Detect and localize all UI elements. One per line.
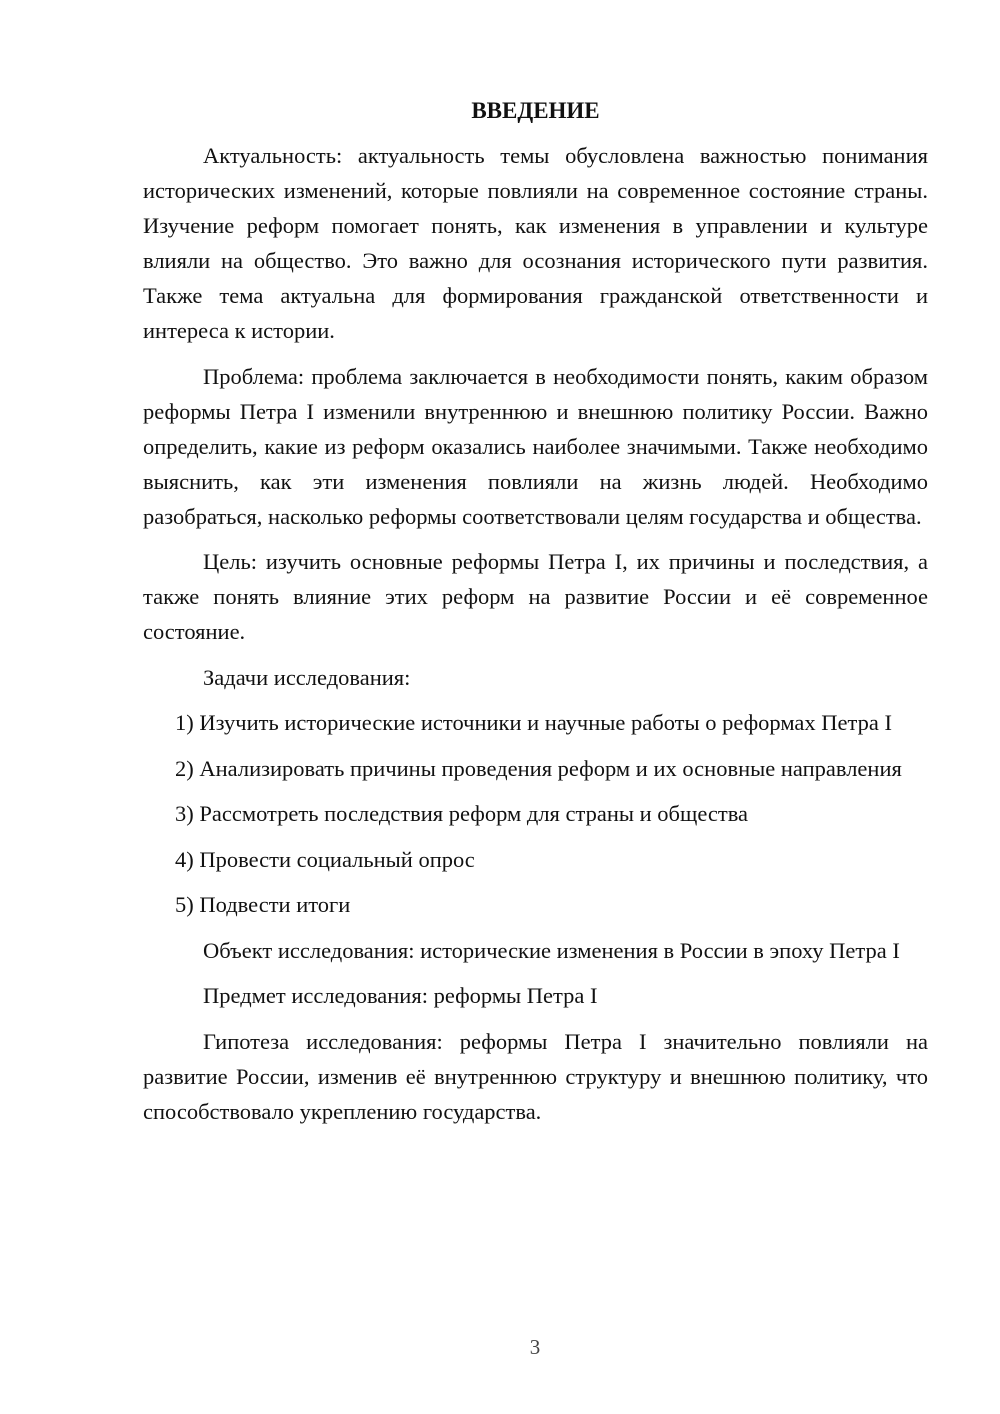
hypothesis-paragraph: Гипотеза исследования: реформы Петра I значительно повлияли на развитие России, изменив её внутреннюю структуру и внешнюю политику, что способствовало укреплению государства. [143, 1028, 928, 1124]
subject-paragraph: Предмет исследования: реформы Петра I [203, 983, 598, 1008]
task-item-1: 1) Изучить исторические источники и научные работы о реформах Петра I [175, 710, 892, 735]
section-title: ВВЕДЕНИЕ [471, 98, 600, 123]
page-number: 3 [529, 1335, 541, 1359]
task-item-4: 4) Провести социальный опрос [175, 846, 475, 872]
task-item-5: 5) Подвести итоги [175, 892, 351, 917]
goal-paragraph: Цель: изучить основные реформы Петра I, их причины и последствия, а также понять влияние этих реформ на развитие России и её современное состояние. [143, 549, 928, 644]
task-item-3: 3) Рассмотреть последствия реформ для страны и общества [175, 801, 749, 826]
tasks-heading: Задачи исследования: [203, 664, 411, 690]
task-item-2: 2) Анализировать причины проведения реформ и их основные направления [175, 755, 902, 781]
page-content [143, 96, 928, 1139]
problem-paragraph: Проблема: проблема заключается в необходимости понять, каким образом реформы Петра I изменили внутреннюю и внешнюю политику России. Важно определить, какие из реформ оказались наиболее значимыми. Также необходимо выяснить, как эти изменения повлияли на жизнь людей. Необходимо разобраться, насколько реформы соответствовали целям государства и общества. [143, 363, 928, 529]
object-paragraph: Объект исследования: исторические изменения в России в эпоху Петра I [203, 937, 900, 963]
relevance-paragraph: Актуальность: актуальность темы обусловлена важностью понимания исторических изменений, которые повлияли на современное состояние страны. Изучение реформ помогает понять, как изменения в управлении и культуре влияли на общество. Это важно для осознания исторического пути развития. Также тема актуальна для формирования гражданской ответственности и интереса к истории. [143, 143, 928, 343]
